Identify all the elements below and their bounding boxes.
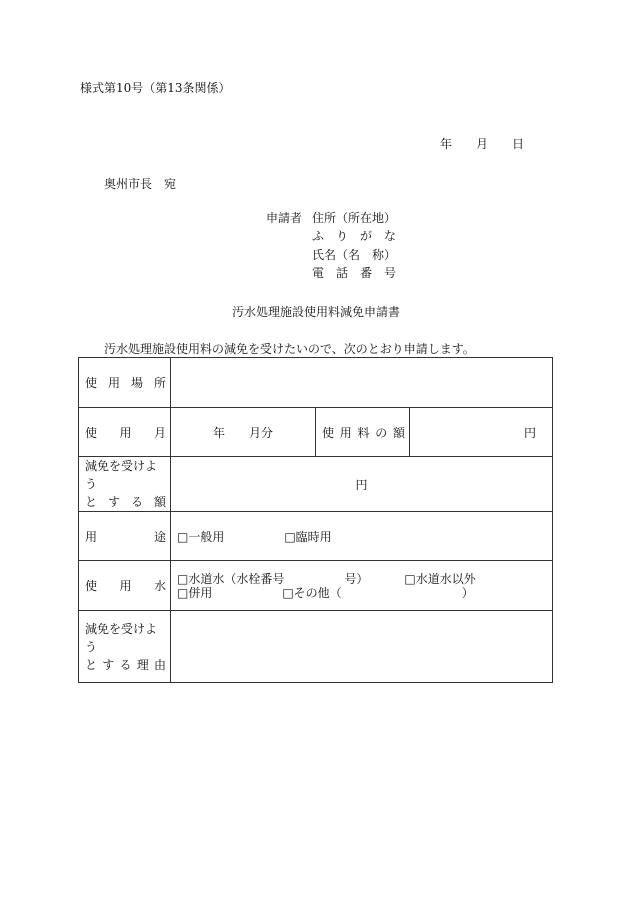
reason-input[interactable] bbox=[171, 611, 553, 683]
purpose-temp-checkbox[interactable]: □臨時用 bbox=[284, 529, 332, 544]
purpose-label: 用途 bbox=[79, 512, 171, 561]
applicant-name-label: 氏名（名 称） bbox=[312, 248, 397, 262]
form-number: 様式第10号（第13条関係） bbox=[80, 81, 231, 95]
document-title: 汚水処理施設使用料減免申請書 bbox=[232, 305, 401, 319]
month-value[interactable]: 年 月分 bbox=[171, 408, 316, 457]
date-month: 月 bbox=[476, 137, 489, 151]
water-tap-checkbox[interactable]: □水道水（水栓番号 bbox=[177, 571, 285, 586]
row-reason bbox=[79, 611, 553, 683]
applicant-label: 申請者 bbox=[266, 211, 303, 225]
row-place bbox=[79, 358, 553, 408]
place-label: 使用場所 bbox=[79, 358, 171, 408]
water-options bbox=[171, 561, 553, 611]
application-form-table bbox=[78, 357, 553, 683]
reason-label bbox=[79, 611, 171, 683]
row-water bbox=[79, 561, 553, 611]
place-input[interactable] bbox=[171, 358, 553, 408]
water-options-line2 bbox=[177, 586, 552, 600]
water-options-line1 bbox=[177, 572, 552, 586]
water-other-close: ） bbox=[461, 585, 474, 600]
purpose-general-checkbox[interactable]: □一般用 bbox=[177, 529, 225, 544]
addressee: 奥州市長 宛 bbox=[104, 177, 177, 191]
fee-label: 使用料の額 bbox=[316, 408, 410, 457]
date-year: 年 bbox=[440, 137, 453, 151]
date-day: 日 bbox=[512, 137, 525, 151]
date-line bbox=[440, 137, 524, 151]
exempt-amount-label-line2: とする額 bbox=[85, 495, 166, 509]
water-tap-number-suffix: 号） bbox=[344, 571, 369, 586]
applicant-phone-label: 電 話 番 号 bbox=[312, 266, 397, 280]
water-non-tap-checkbox[interactable]: □水道水以外 bbox=[404, 571, 476, 586]
intro-text: 汚水処理施設使用料の減免を受けたいので、次のとおり申請します。 bbox=[104, 342, 475, 356]
month-label: 使用月 bbox=[79, 408, 171, 457]
exempt-amount-label bbox=[79, 457, 171, 512]
row-exempt-amount bbox=[79, 457, 553, 512]
purpose-options bbox=[171, 512, 553, 561]
exempt-amount-label-line1: 減免を受けよう bbox=[85, 459, 158, 491]
reason-label-line1: 減免を受けよう bbox=[85, 621, 158, 654]
row-purpose bbox=[79, 512, 553, 561]
applicant-address-label: 住所（所在地） bbox=[312, 211, 397, 225]
applicant-furigana-label: ふ り が な bbox=[312, 229, 397, 243]
water-other-checkbox[interactable]: □その他（ bbox=[282, 585, 342, 600]
water-label: 使用水 bbox=[79, 561, 171, 611]
water-combined-checkbox[interactable]: □併用 bbox=[177, 585, 213, 600]
fee-value[interactable]: 円 bbox=[410, 408, 553, 457]
row-month bbox=[79, 408, 553, 457]
reason-label-line2: とする理由 bbox=[85, 657, 166, 672]
exempt-amount-value[interactable]: 円 bbox=[171, 457, 553, 512]
